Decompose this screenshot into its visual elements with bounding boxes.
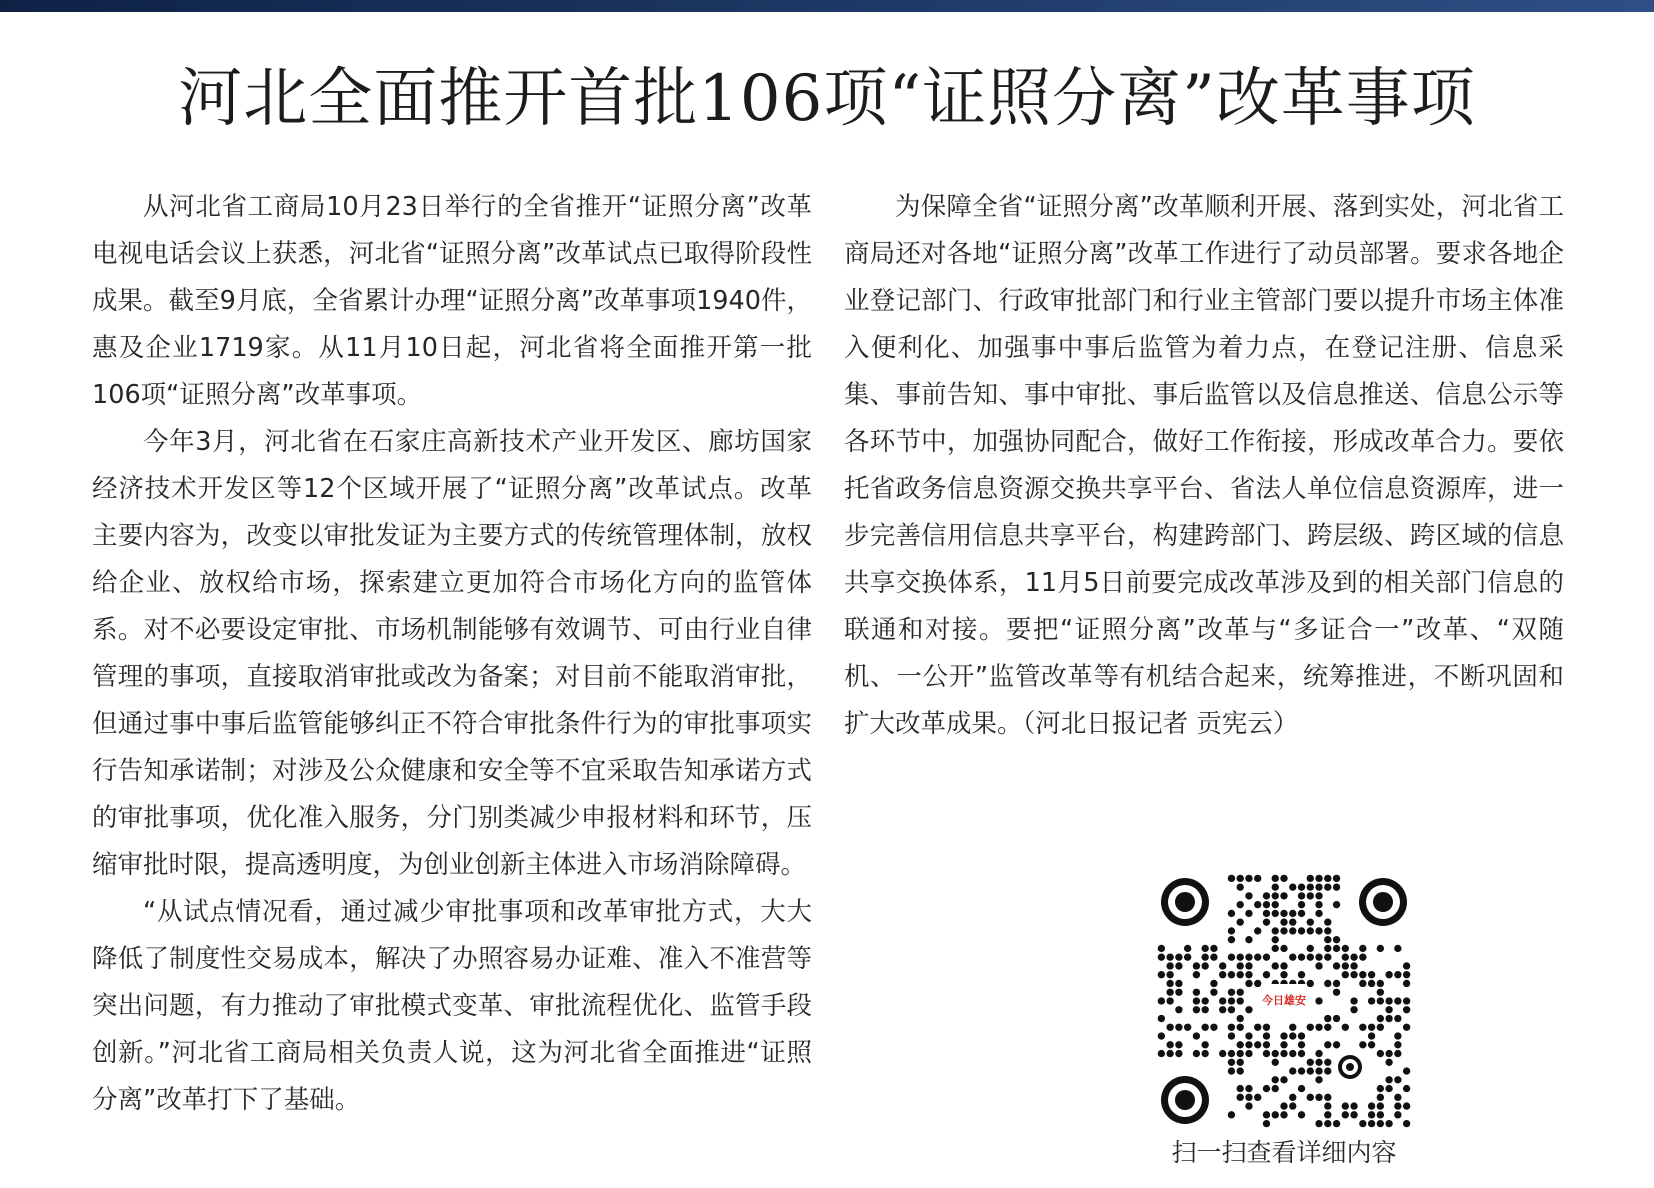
article-paragraph: “从试点情况看，通过减少审批事项和改革审批方式，大大降低了制度性交易成本，解决了办照容易办证难、准入不准营等突出问题，有力推动了审批模式变革、审批流程优化、监管手段创新。”河北省工商局相关负责人说，这为河北省全面推进“证照分离”改革打下了基础。	[92, 897, 812, 1115]
qr-finder-bottom-left	[1161, 1076, 1209, 1124]
qr-finder-top-left	[1161, 878, 1209, 926]
article-title: 河北全面推开首批106项“证照分离”改革事项	[178, 62, 1476, 136]
qr-caption: 扫一扫查看详细内容	[1171, 1138, 1397, 1167]
qr-code[interactable]	[1157, 874, 1411, 1128]
top-banner-bar	[0, 0, 1654, 12]
qr-alignment-mark	[1338, 1055, 1362, 1079]
qr-code-block	[1127, 874, 1441, 1170]
article-paragraph: 从河北省工商局10月23日举行的全省推开“证照分离”改革电视电话会议上获悉，河北省“证照分离”改革试点已取得阶段性成果。截至9月底，全省累计办理“证照分离”改革事项1940件，惠及企业1719家。从11月10日起，河北省将全面推开第一批106项“证照分离”改革事项。	[92, 192, 812, 410]
article-paragraph: 为保障全省“证照分离”改革顺利开展、落到实处，河北省工商局还对各地“证照分离”改革工作进行了动员部署。要求各地企业登记部门、行政审批部门和行业主管部门要以提升市场主体准入便利化、加强事中事后监管为着力点，在登记注册、信息采集、事前告知、事中审批、事后监管以及信息推送、信息公示等各环节中，加强协同配合，做好工作衔接，形成改革合力。要依托省政务信息资源交换共享平台、省法人单位信息资源库，进一步完善信用信息共享平台，构建跨部门、跨层级、跨区域的信息共享交换体系，11月5日前要完成改革涉及到的相关部门信息的联通和对接。要把“证照分离”改革与“多证合一”改革、“双随机、一公开”监管改革等有机结合起来，统筹推进，不断巩固和扩大改革成果。（河北日报记者 贡宪云）	[844, 192, 1564, 739]
article-paragraph: 今年3月，河北省在石家庄高新技术产业开发区、廊坊国家经济技术开发区等12个区域开展了“证照分离”改革试点。改革主要内容为，改变以审批发证为主要方式的传统管理体制，放权给企业、放权给市场，探索建立更加符合市场化方向的监管体系。对不必要设定审批、市场机制能够有效调节、可由行业自律管理的事项，直接取消审批或改为备案；对目前不能取消审批，但通过事中事后监管能够纠正不符合审批条件行为的审批事项实行告知承诺制；对涉及公众健康和安全等不宜采取告知承诺方式的审批事项，优化准入服务，分门别类减少申报材料和环节，压缩审批时限，提高透明度，为创业创新主体进入市场消除障碍。	[92, 427, 812, 880]
qr-finder-top-right	[1359, 878, 1407, 926]
article-column-right	[844, 184, 1564, 748]
article-column-left	[92, 184, 812, 1124]
qr-logo-text: 今日雄安	[1262, 994, 1306, 1007]
